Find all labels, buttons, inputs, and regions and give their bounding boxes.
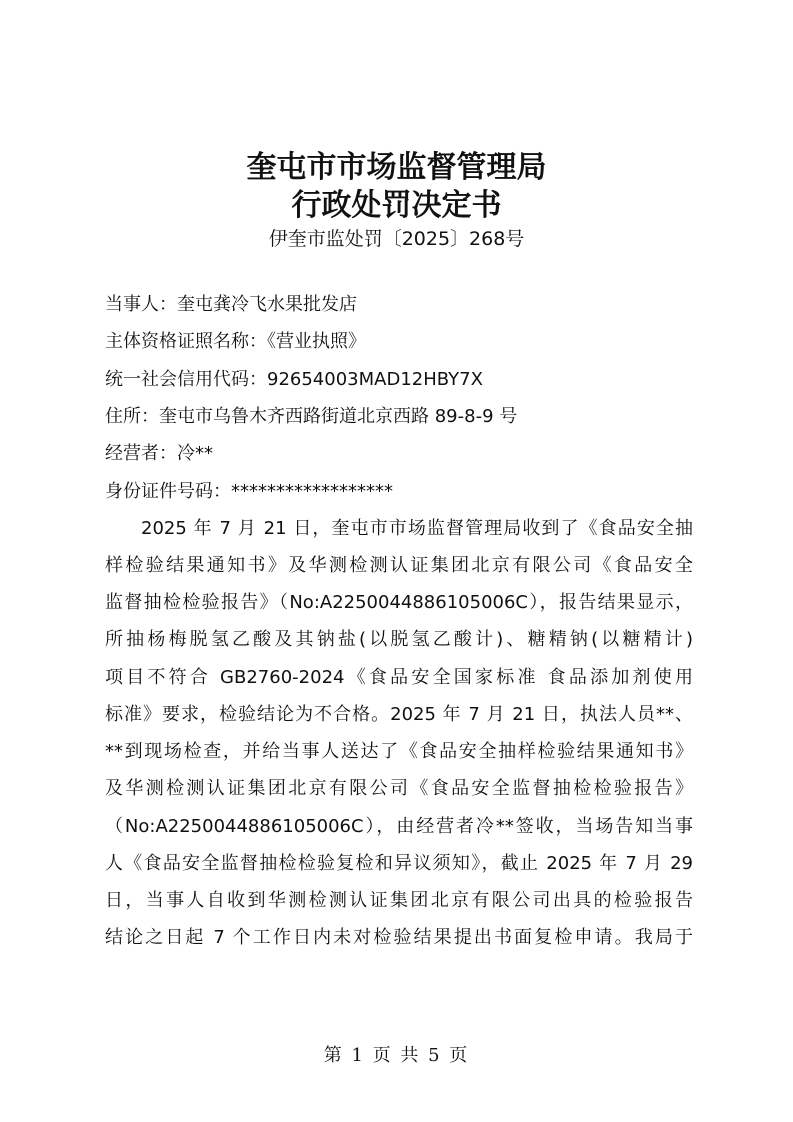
body-text-line: 项目不符合 GB2760-2024《食品安全国家标准 食品添加剂使用 (105, 667, 693, 688)
field-label: 身份证件号码： (105, 481, 231, 502)
field-label: 统一社会信用代码： (105, 369, 267, 390)
body-text-line: 所抽杨梅脱氢乙酸及其钠盐(以脱氢乙酸计)、糖精钠(以糖精计) (105, 629, 693, 650)
field-value: 冷** (177, 443, 213, 464)
field-label: 主体资格证照名称： (105, 331, 267, 352)
body-text-line: 人《食品安全监督抽检检验复检和异议须知》，截止 2025 年 7 月 29 (105, 853, 693, 874)
page-number-footer: 第 1 页 共 5 页 (323, 1045, 470, 1066)
document-title-agency: 奎屯市市场监督管理局 (246, 150, 547, 185)
field-party-name (105, 293, 705, 317)
document-number: 伊奎市监处罚〔2025〕268号 (268, 228, 525, 250)
document-title-type: 行政处罚决定书 (291, 188, 502, 223)
field-value: 92654003MAD12HBY7X (267, 369, 483, 390)
field-value: 《营业执照》 (267, 331, 366, 352)
body-text-line: 及华测检测认证集团北京有限公司《食品安全监督抽检检验报告》 (105, 778, 693, 799)
body-text-line: 日，当事人自收到华测检测认证集团北京有限公司出具的检验报告 (105, 890, 693, 911)
field-value: ****************** (231, 481, 393, 502)
body-text-line: 监督抽检检验报告》（No:A2250044886105006C），报告结果显示， (105, 592, 693, 613)
field-value: 奎屯市乌鲁木齐西路街道北京西路 89-8-9 号 (159, 406, 518, 427)
body-text-line: （No:A2250044886105006C），由经营者冷**签收，当场告知当事 (105, 816, 693, 837)
field-label: 经营者： (105, 443, 177, 464)
body-text-line: 2025 年 7 月 21 日，奎屯市市场监督管理局收到了《食品安全抽 (141, 518, 693, 539)
field-credit-code (105, 368, 705, 392)
body-text-line: 标准》要求，检验结论为不合格。2025 年 7 月 21 日，执法人员**、 (105, 704, 693, 725)
field-value: 奎屯龚冷飞水果批发店 (177, 294, 357, 315)
body-text-line: 结论之日起 7 个工作日内未对检验结果提出书面复检申请。我局于 (105, 927, 693, 948)
field-license-name (105, 330, 705, 354)
field-address (105, 405, 705, 429)
field-id-number (105, 480, 705, 504)
field-operator (105, 442, 705, 466)
body-text-line: 样检验结果通知书》及华测检测认证集团北京有限公司《食品安全 (105, 555, 693, 576)
body-text-line: **到现场检查，并给当事人送达了《食品安全抽样检验结果通知书》 (105, 741, 693, 762)
field-label: 住所： (105, 406, 159, 427)
field-label: 当事人： (105, 294, 177, 315)
